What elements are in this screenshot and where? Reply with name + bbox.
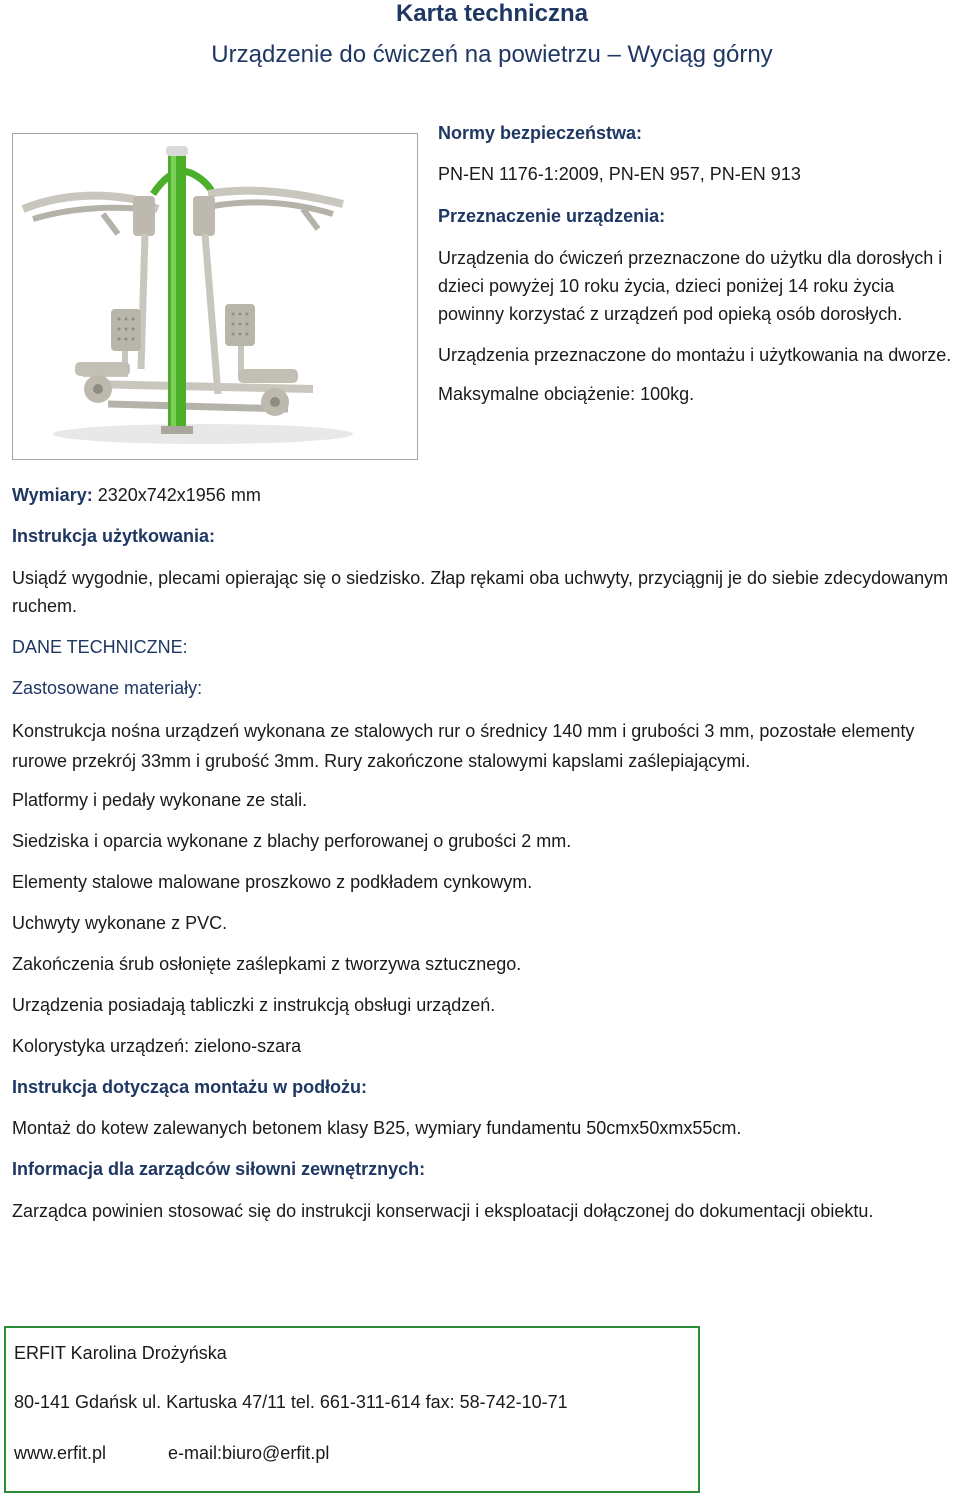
- safety-heading: Normy bezpieczeństwa:: [438, 123, 643, 143]
- outdoor-gym-machine-illustration: [13, 134, 417, 459]
- managers-text: Zarządca powinien stosować się do instrukcji konserwacji i eksploatacji dołączonej do dokumentacji obiektu.: [12, 1201, 874, 1221]
- dimensions: [12, 482, 261, 508]
- website-link[interactable]: www.erfit.pl: [14, 1443, 107, 1463]
- safety-standards: PN-EN 1176-1:2009, PN-EN 957, PN-EN 913: [438, 164, 801, 184]
- mounting-heading: Instrukcja dotycząca montażu w podłożu:: [12, 1077, 368, 1097]
- material-item: Kolorystyka urządzeń: zielono-szara: [12, 1036, 302, 1056]
- materials-heading: Zastosowane materiały:: [12, 678, 203, 698]
- max-load: Maksymalne obciążenie: 100kg.: [438, 384, 695, 404]
- dimensions-label: Wymiary:: [12, 485, 93, 505]
- construction-text: Konstrukcja nośna urządzeń wykonana ze stalowych rur o średnicy 140 mm i grubości 3 mm, pozostałe elementy rurowe przekrój 33mm i grubość 3mm. Rury zakończone stalowymi kapslami zaślepiającymi.: [12, 721, 915, 771]
- document-title: Karta techniczna: [395, 0, 589, 27]
- contact-box: [4, 1326, 700, 1493]
- email-link[interactable]: e-mail:biuro@erfit.pl: [168, 1443, 330, 1463]
- material-item: Zakończenia śrub osłonięte zaślepkami z tworzywa sztucznego.: [12, 954, 522, 974]
- purpose-paragraph-2: Urządzenia przeznaczone do montażu i użytkowania na dworze.: [438, 345, 952, 365]
- managers-heading: Informacja dla zarządców siłowni zewnętrznych:: [12, 1159, 426, 1179]
- document-subtitle: Urządzenie do ćwiczeń na powietrzu – Wyciąg górny: [211, 41, 773, 68]
- main-content: [12, 564, 958, 1225]
- right-column: [438, 120, 960, 407]
- material-item: Uchwyty wykonane z PVC.: [12, 913, 228, 933]
- purpose-heading: Przeznaczenie urządzenia:: [438, 206, 666, 226]
- dimensions-value: 2320x742x1956 mm: [92, 485, 261, 505]
- company-address: 80-141 Gdańsk ul. Kartuska 47/11 tel. 661-311-614 fax: 58-742-10-71: [14, 1392, 568, 1412]
- purpose-paragraph-1: Urządzenia do ćwiczeń przeznaczone do użytku dla dorosłych i dzieci powyżej 10 roku życia, dzieci poniżej 14 roku życia powinny korzystać z urządzeń pod opieką osób dorosłych.: [438, 248, 943, 324]
- company-name: ERFIT Karolina Drożyńska: [14, 1343, 227, 1363]
- tech-heading: DANE TECHNICZNE:: [12, 637, 188, 657]
- material-item: Elementy stalowe malowane proszkowo z podkładem cynkowym.: [12, 872, 533, 892]
- usage-heading: Instrukcja użytkowania:: [12, 526, 216, 546]
- material-item: Platformy i pedały wykonane ze stali.: [12, 790, 308, 810]
- mounting-text: Montaż do kotew zalewanych betonem klasy B25, wymiary fundamentu 50cmx50xmx55cm.: [12, 1118, 742, 1138]
- material-item: Urządzenia posiadają tabliczki z instrukcją obsługi urządzeń.: [12, 995, 496, 1015]
- product-photo: [12, 133, 418, 460]
- material-item: Siedziska i oparcia wykonane z blachy perforowanej o grubości 2 mm.: [12, 831, 572, 851]
- usage-text: Usiądź wygodnie, plecami opierając się o siedzisko. Złap rękami oba uchwyty, przyciągnij je do siebie zdecydowanym ruchem.: [12, 568, 949, 616]
